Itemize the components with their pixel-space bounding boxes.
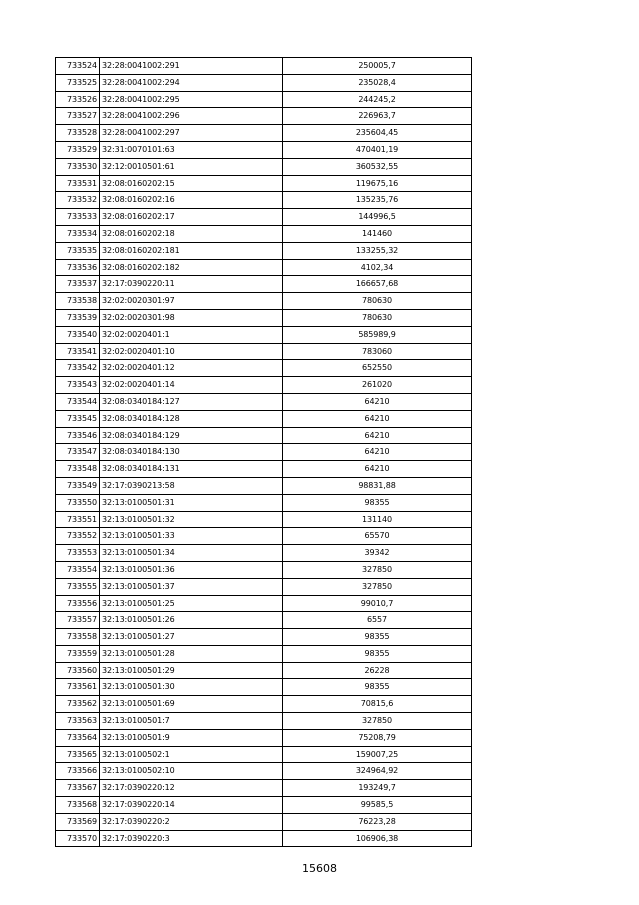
cadastral-number-cell: 32:13:0100501:36	[100, 561, 283, 578]
table-row	[56, 780, 472, 797]
cadastral-number-cell: 32:13:0100501:25	[100, 595, 283, 612]
cadastral-number-cell: 32:17:0390220:12	[100, 780, 283, 797]
table-row	[56, 444, 472, 461]
row-number-cell: 733570	[56, 830, 100, 847]
cadastral-number-cell: 32:13:0100501:29	[100, 662, 283, 679]
cadastral-number-cell: 32:02:0020401:10	[100, 343, 283, 360]
cadastral-number-cell: 32:08:0340184:130	[100, 444, 283, 461]
page-number: 15608	[302, 862, 337, 875]
cadastral-number-cell: 32:28:0041002:297	[100, 125, 283, 142]
table-row	[56, 612, 472, 629]
table-body	[56, 58, 472, 847]
cadastral-value-cell: 135235,76	[283, 192, 472, 209]
cadastral-number-cell: 32:28:0041002:296	[100, 108, 283, 125]
table-row	[56, 360, 472, 377]
table-row	[56, 662, 472, 679]
table-row	[56, 175, 472, 192]
cadastral-number-cell: 32:17:0390220:11	[100, 276, 283, 293]
cadastral-number-cell: 32:13:0100501:33	[100, 528, 283, 545]
table-row	[56, 158, 472, 175]
cadastral-number-cell: 32:02:0020401:12	[100, 360, 283, 377]
cadastral-number-cell: 32:08:0160202:182	[100, 259, 283, 276]
cadastral-number-cell: 32:13:0100502:1	[100, 746, 283, 763]
cadastral-value-cell: 324964,92	[283, 763, 472, 780]
cadastral-value-cell: 131140	[283, 511, 472, 528]
table-row	[56, 645, 472, 662]
row-number-cell: 733545	[56, 410, 100, 427]
row-number-cell: 733558	[56, 629, 100, 646]
cadastral-number-cell: 32:28:0041002:295	[100, 91, 283, 108]
cadastral-value-cell: 99585,5	[283, 797, 472, 814]
row-number-cell: 733536	[56, 259, 100, 276]
row-number-cell: 733537	[56, 276, 100, 293]
row-number-cell: 733555	[56, 578, 100, 595]
table-row	[56, 242, 472, 259]
cadastral-value-cell: 119675,16	[283, 175, 472, 192]
row-number-cell: 733550	[56, 494, 100, 511]
table-row	[56, 763, 472, 780]
cadastral-number-cell: 32:12:0010501:61	[100, 158, 283, 175]
table-row	[56, 477, 472, 494]
row-number-cell: 733561	[56, 679, 100, 696]
row-number-cell: 733535	[56, 242, 100, 259]
table-row	[56, 141, 472, 158]
cadastral-number-cell: 32:08:0160202:181	[100, 242, 283, 259]
table-row	[56, 343, 472, 360]
table-row	[56, 494, 472, 511]
table-row	[56, 545, 472, 562]
row-number-cell: 733548	[56, 461, 100, 478]
cadastral-value-cell: 193249,7	[283, 780, 472, 797]
table-row	[56, 679, 472, 696]
row-number-cell: 733538	[56, 293, 100, 310]
row-number-cell: 733546	[56, 427, 100, 444]
table-row	[56, 410, 472, 427]
cadastral-value-cell: 4102,34	[283, 259, 472, 276]
cadastral-value-cell: 133255,32	[283, 242, 472, 259]
row-number-cell: 733554	[56, 561, 100, 578]
cadastral-value-cell: 585989,9	[283, 326, 472, 343]
cadastral-value-cell: 70815,6	[283, 696, 472, 713]
row-number-cell: 733556	[56, 595, 100, 612]
cadastral-value-cell: 26228	[283, 662, 472, 679]
cadastral-number-cell: 32:13:0100501:9	[100, 729, 283, 746]
table-row	[56, 91, 472, 108]
row-number-cell: 733567	[56, 780, 100, 797]
cadastral-value-cell: 783060	[283, 343, 472, 360]
cadastral-value-cell: 235604,45	[283, 125, 472, 142]
table-row	[56, 58, 472, 75]
cadastral-value-cell: 144996,5	[283, 209, 472, 226]
cadastral-value-table	[55, 57, 472, 847]
cadastral-number-cell: 32:13:0100501:34	[100, 545, 283, 562]
cadastral-number-cell: 32:08:0340184:128	[100, 410, 283, 427]
cadastral-value-cell: 39342	[283, 545, 472, 562]
row-number-cell: 733531	[56, 175, 100, 192]
table-row	[56, 511, 472, 528]
cadastral-number-cell: 32:02:0020301:98	[100, 309, 283, 326]
cadastral-value-cell: 327850	[283, 713, 472, 730]
cadastral-value-cell: 64210	[283, 410, 472, 427]
cadastral-number-cell: 32:13:0100501:26	[100, 612, 283, 629]
cadastral-value-cell: 652550	[283, 360, 472, 377]
table-row	[56, 528, 472, 545]
cadastral-value-cell: 780630	[283, 309, 472, 326]
row-number-cell: 733552	[56, 528, 100, 545]
cadastral-number-cell: 32:28:0041002:294	[100, 74, 283, 91]
cadastral-number-cell: 32:13:0100501:37	[100, 578, 283, 595]
row-number-cell: 733544	[56, 393, 100, 410]
table-row	[56, 309, 472, 326]
cadastral-value-cell: 98831,88	[283, 477, 472, 494]
row-number-cell: 733564	[56, 729, 100, 746]
table-row	[56, 729, 472, 746]
table-row	[56, 813, 472, 830]
cadastral-value-cell: 327850	[283, 578, 472, 595]
row-number-cell: 733541	[56, 343, 100, 360]
cadastral-value-cell: 226963,7	[283, 108, 472, 125]
table-row	[56, 461, 472, 478]
cadastral-value-cell: 327850	[283, 561, 472, 578]
cadastral-number-cell: 32:13:0100501:32	[100, 511, 283, 528]
cadastral-value-cell: 470401,19	[283, 141, 472, 158]
row-number-cell: 733551	[56, 511, 100, 528]
cadastral-value-cell: 106906,38	[283, 830, 472, 847]
cadastral-value-cell: 65570	[283, 528, 472, 545]
table-row	[56, 830, 472, 847]
cadastral-number-cell: 32:13:0100502:10	[100, 763, 283, 780]
row-number-cell: 733543	[56, 377, 100, 394]
row-number-cell: 733569	[56, 813, 100, 830]
cadastral-value-cell: 159007,25	[283, 746, 472, 763]
row-number-cell: 733526	[56, 91, 100, 108]
table-row	[56, 696, 472, 713]
row-number-cell: 733530	[56, 158, 100, 175]
row-number-cell: 733559	[56, 645, 100, 662]
row-number-cell: 733557	[56, 612, 100, 629]
cadastral-number-cell: 32:08:0160202:18	[100, 225, 283, 242]
row-number-cell: 733540	[56, 326, 100, 343]
table-row	[56, 595, 472, 612]
table-row	[56, 125, 472, 142]
cadastral-value-cell: 64210	[283, 444, 472, 461]
table-row	[56, 629, 472, 646]
row-number-cell: 733553	[56, 545, 100, 562]
cadastral-value-cell: 780630	[283, 293, 472, 310]
cadastral-value-cell: 250005,7	[283, 58, 472, 75]
cadastral-value-cell: 244245,2	[283, 91, 472, 108]
cadastral-number-cell: 32:02:0020301:97	[100, 293, 283, 310]
cadastral-number-cell: 32:13:0100501:31	[100, 494, 283, 511]
table-row	[56, 797, 472, 814]
row-number-cell: 733568	[56, 797, 100, 814]
cadastral-number-cell: 32:17:0390220:3	[100, 830, 283, 847]
cadastral-number-cell: 32:13:0100501:30	[100, 679, 283, 696]
cadastral-number-cell: 32:17:0390220:14	[100, 797, 283, 814]
row-number-cell: 733533	[56, 209, 100, 226]
cadastral-value-cell: 141460	[283, 225, 472, 242]
table-row	[56, 209, 472, 226]
table-row	[56, 293, 472, 310]
cadastral-value-cell: 261020	[283, 377, 472, 394]
cadastral-number-cell: 32:28:0041002:291	[100, 58, 283, 75]
cadastral-number-cell: 32:31:0070101:63	[100, 141, 283, 158]
cadastral-value-cell: 75208,79	[283, 729, 472, 746]
row-number-cell: 733524	[56, 58, 100, 75]
cadastral-value-cell: 64210	[283, 393, 472, 410]
cadastral-number-cell: 32:08:0340184:129	[100, 427, 283, 444]
row-number-cell: 733532	[56, 192, 100, 209]
table-row	[56, 713, 472, 730]
cadastral-value-cell: 64210	[283, 461, 472, 478]
row-number-cell: 733563	[56, 713, 100, 730]
table-row	[56, 746, 472, 763]
row-number-cell: 733549	[56, 477, 100, 494]
row-number-cell: 733525	[56, 74, 100, 91]
cadastral-number-cell: 32:17:0390220:2	[100, 813, 283, 830]
row-number-cell: 733539	[56, 309, 100, 326]
cadastral-value-cell: 235028,4	[283, 74, 472, 91]
table-row	[56, 578, 472, 595]
row-number-cell: 733565	[56, 746, 100, 763]
cadastral-value-cell: 98355	[283, 629, 472, 646]
row-number-cell: 733562	[56, 696, 100, 713]
table-row	[56, 74, 472, 91]
row-number-cell: 733547	[56, 444, 100, 461]
table-row	[56, 393, 472, 410]
cadastral-value-cell: 98355	[283, 645, 472, 662]
cadastral-number-cell: 32:08:0160202:16	[100, 192, 283, 209]
cadastral-number-cell: 32:08:0340184:127	[100, 393, 283, 410]
row-number-cell: 733528	[56, 125, 100, 142]
table-row	[56, 326, 472, 343]
cadastral-number-cell: 32:13:0100501:28	[100, 645, 283, 662]
row-number-cell: 733542	[56, 360, 100, 377]
cadastral-value-cell: 360532,55	[283, 158, 472, 175]
cadastral-number-cell: 32:08:0160202:17	[100, 209, 283, 226]
table-row	[56, 276, 472, 293]
table-row	[56, 259, 472, 276]
cadastral-value-cell: 98355	[283, 494, 472, 511]
table-row	[56, 192, 472, 209]
cadastral-number-cell: 32:08:0160202:15	[100, 175, 283, 192]
row-number-cell: 733534	[56, 225, 100, 242]
cadastral-number-cell: 32:08:0340184:131	[100, 461, 283, 478]
cadastral-value-cell: 64210	[283, 427, 472, 444]
table-row	[56, 427, 472, 444]
row-number-cell: 733560	[56, 662, 100, 679]
row-number-cell: 733529	[56, 141, 100, 158]
cadastral-value-cell: 98355	[283, 679, 472, 696]
cadastral-value-cell: 99010,7	[283, 595, 472, 612]
table-row	[56, 225, 472, 242]
cadastral-number-cell: 32:02:0020401:14	[100, 377, 283, 394]
table-row	[56, 561, 472, 578]
table-row	[56, 108, 472, 125]
cadastral-value-cell: 166657,68	[283, 276, 472, 293]
row-number-cell: 733527	[56, 108, 100, 125]
cadastral-number-cell: 32:13:0100501:7	[100, 713, 283, 730]
cadastral-number-cell: 32:13:0100501:27	[100, 629, 283, 646]
cadastral-value-cell: 6557	[283, 612, 472, 629]
row-number-cell: 733566	[56, 763, 100, 780]
cadastral-number-cell: 32:17:0390213:58	[100, 477, 283, 494]
table-row	[56, 377, 472, 394]
cadastral-value-cell: 76223,28	[283, 813, 472, 830]
cadastral-number-cell: 32:02:0020401:1	[100, 326, 283, 343]
cadastral-number-cell: 32:13:0100501:69	[100, 696, 283, 713]
